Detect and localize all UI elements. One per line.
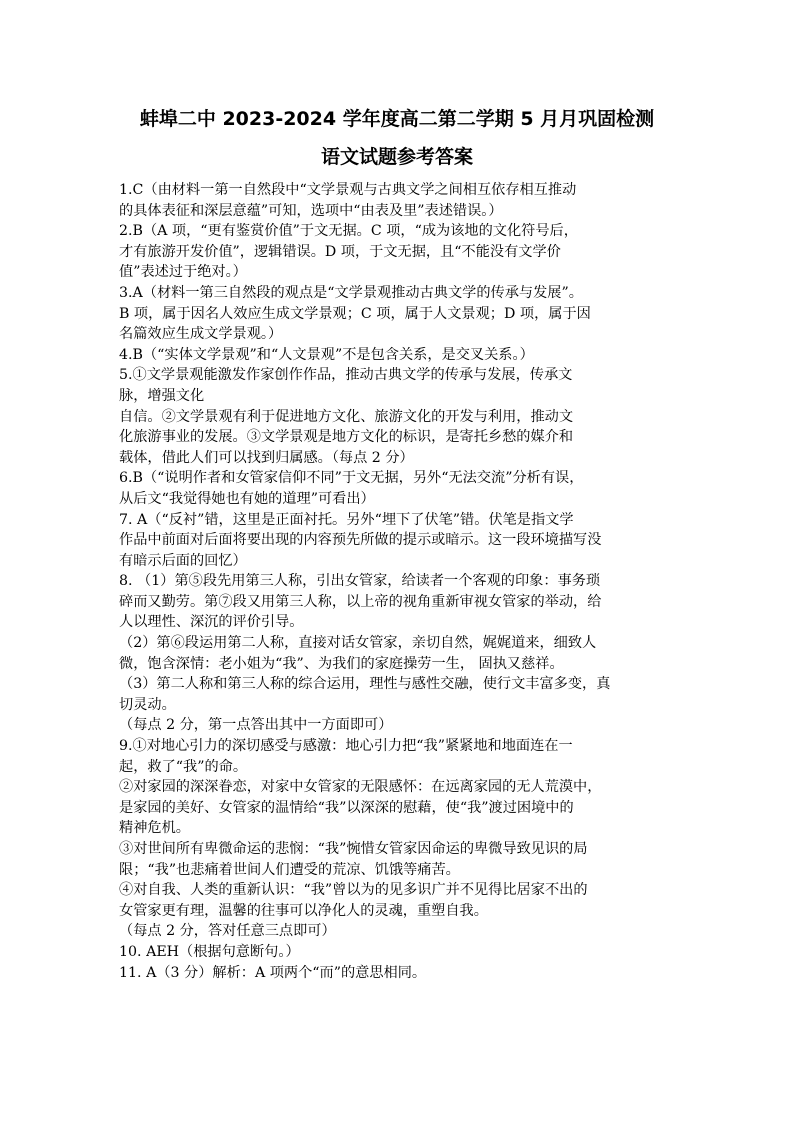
answer-line: 名篇效应生成文学景观。） [119,326,283,343]
answer-line: 的具体表征和深层意蕴”可知，选项中“由表及里”表述错误。） [119,202,503,219]
answer-line: 是家园的美好、女管家的温情给“我”以深深的慰藉，使“我”渡过困境中的 [119,799,574,816]
answer-line: 自信。②文学景观有利于促进地方文化、旅游文化的开发与利用，推动文 [119,408,574,425]
answer-line: 人以理性、深沉的评价引导。 [119,614,304,631]
answer-line: （每点 2 分，答对任意三点即可） [119,923,336,940]
answer-line: （2）第⑥段运用第二人称，直接对话女管家，亲切自然，娓娓道来，细致人 [119,635,597,652]
answer-line: 脉，增强文化 [119,387,205,404]
answer-line: 起，救了“我”的命。 [119,758,248,775]
answer-line: 才有旅游开发价值”，逻辑错误。D 项，于文无据，且“不能没有文学价 [119,243,561,260]
answer-line: 切灵动。 [119,696,176,713]
answer-line: 5.①文学景观能激发作家创作作品，推动古典文学的传承与发展，传承文 [119,367,573,384]
answer-line: 10. AEH（根据句意断句。） [119,943,300,960]
answer-line: 有暗示后面的回忆） [119,552,247,569]
answer-line: 8. （1）第⑤段先用第三人称，引出女管家，给读者一个客观的印象：事务琐 [119,573,601,590]
answer-line: （每点 2 分，第一点答出其中一方面即可） [119,717,393,734]
document-subtitle: 语文试题参考答案 [320,146,473,168]
answer-line: 1.C（由材料一第一自然段中“文学景观与古典文学之间相互依存相互推动 [119,182,577,198]
answer-body [119,180,699,983]
answer-line: 9.①对地心引力的深切感受与感激：地心引力把“我”紧紧地和地面连在一 [119,738,573,755]
answer-line: 碎而又勤劳。第⑦段又用第三人称，以上帝的视角重新审视女管家的举动，给 [119,593,602,610]
answer-line: 微，饱含深情：老小姐为“我”、为我们的家庭操劳一生， 固执又慈祥。 [119,655,564,672]
answer-line: 值”表述过于绝对。） [119,264,247,281]
answer-line: 从后文“我觉得她也有她的道理”可看出） [119,490,375,507]
answer-line: 3.A（材料一第三自然段的观点是“文学景观推动古典文学的传承与发展”。 [119,284,583,301]
document-title: 蚌埠二中 2023-2024 学年度高二第二学期 5 月月巩固检测 [139,108,655,130]
answer-line: 2.B（A 项，“更有鉴赏价值”于文无据。C 项，“成为该地的文化符号后， [119,223,578,240]
answer-line: 精神危机。 [119,820,190,837]
answer-line: ④对自我、人类的重新认识：“我”曾以为的见多识广并不见得比居家不出的 [119,882,588,899]
answer-line: 化旅游事业的发展。③文学景观是地方文化的标识，是寄托乡愁的媒介和 [119,429,574,446]
answer-line: B 项，属于因名人效应生成文学景观；C 项，属于人文景观；D 项，属于因 [119,305,591,322]
answer-line: （3）第二人称和第三人称的综合运用，理性与感性交融，使行文丰富多变，真 [119,676,611,693]
answer-line: ②对家园的深深眷恋，对家中女管家的无限感怀：在远离家园的无人荒漠中， [119,779,602,796]
answer-line: 6.B（“说明作者和女管家信仰不同”于文无据，另外“无法交流”分析有误， [119,470,584,487]
answer-line: ③对世间所有卑微命运的悲悯：“我”惋惜女管家因命运的卑微导致见识的局 [119,841,588,857]
answer-line: 女管家更有理，温馨的往事可以净化人的灵魂，重塑自我。 [119,902,488,919]
answer-line: 载体，借此人们可以找到归属感。（每点 2 分） [119,449,414,466]
answer-line: 11. A（3 分）解析：A 项两个“而”的意思相同。 [119,964,427,981]
answer-line: 作品中前面对后面将要出现的内容预先所做的提示或暗示。这一段环境描写没 [119,532,602,549]
answer-line: 限；“我”也悲痛着世间人们遭受的荒凉、饥饿等痛苦。 [119,861,460,878]
answer-line: 4.B（“实体文学景观”和“人文景观”不是包含关系，是交叉关系。） [119,346,534,363]
answer-line: 7. A（“反衬”错，这里是正面衬托。另外“埋下了伏笔”错。伏笔是指文学 [119,511,574,528]
